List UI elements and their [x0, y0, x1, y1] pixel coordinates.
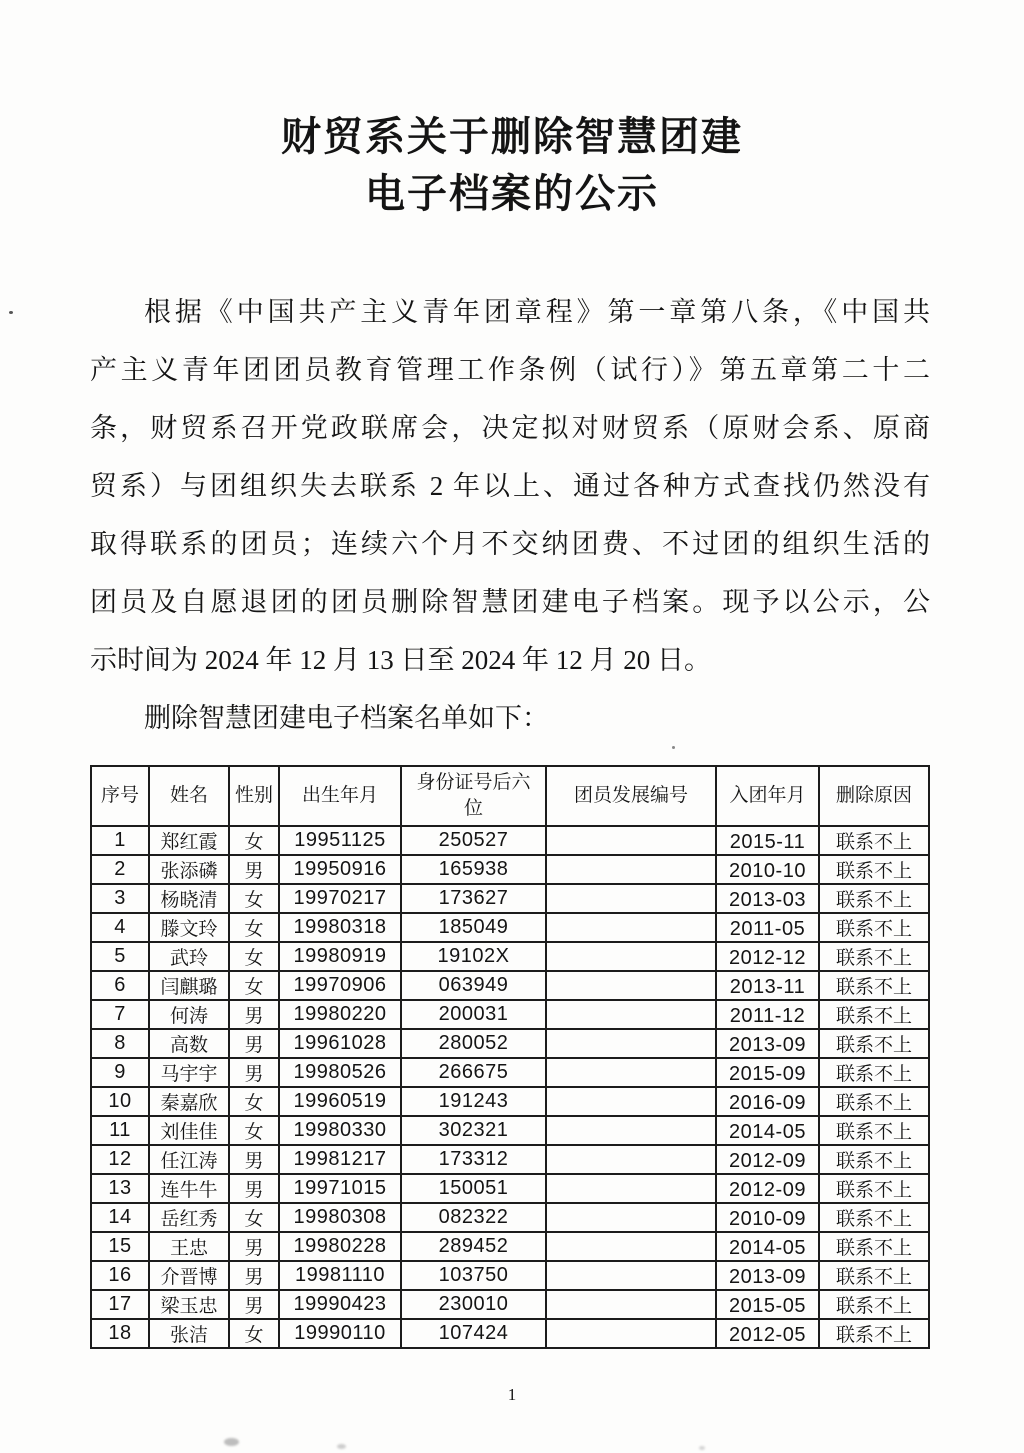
table-cell: 2012-12 [716, 942, 819, 971]
table-cell: 19981217 [279, 1145, 401, 1174]
table-row [91, 1087, 929, 1116]
table-cell [546, 1029, 716, 1058]
column-header: 出生年月 [279, 766, 401, 826]
table-cell [546, 971, 716, 1000]
table-row [91, 855, 929, 884]
body-line: 示时间为 2024 年 12 月 13 日至 2024 年 12 月 20 日。 [90, 645, 711, 675]
table-cell: 2012-09 [716, 1145, 819, 1174]
column-header: 删除原因 [819, 766, 929, 826]
table-cell: 1 [91, 826, 149, 855]
table-cell: 张添磷 [149, 855, 229, 884]
table-cell: 2015-05 [716, 1290, 819, 1319]
table-row [91, 884, 929, 913]
table-cell: 2013-11 [716, 971, 819, 1000]
table-row [91, 1261, 929, 1290]
table-body [91, 826, 929, 1348]
table-cell: 2010-09 [716, 1203, 819, 1232]
table-header-row [91, 766, 929, 826]
table-cell: 2016-09 [716, 1087, 819, 1116]
table-cell: 185049 [401, 913, 546, 942]
table-cell: 19961028 [279, 1029, 401, 1058]
table-cell: 联系不上 [819, 1029, 929, 1058]
table-cell: 2011-05 [716, 913, 819, 942]
table-row [91, 1145, 929, 1174]
table-cell: 191243 [401, 1087, 546, 1116]
table-row [91, 1116, 929, 1145]
table-row [91, 971, 929, 1000]
scan-speck [9, 311, 13, 314]
table-cell: 063949 [401, 971, 546, 1000]
table-row [91, 826, 929, 855]
table-cell: 5 [91, 942, 149, 971]
deletion-table [90, 765, 930, 1349]
table-cell: 173312 [401, 1145, 546, 1174]
table-cell: 266675 [401, 1058, 546, 1087]
table-row [91, 1000, 929, 1029]
table-cell: 联系不上 [819, 826, 929, 855]
table-cell: 19971015 [279, 1174, 401, 1203]
body-line: 产主义青年团团员教育管理工作条例（试行）》第五章第二十二 [90, 355, 930, 385]
table-cell: 2013-03 [716, 884, 819, 913]
table-row [91, 1203, 929, 1232]
body-line: 条，财贸系召开党政联席会，决定拟对财贸系（原财会系、原商 [90, 413, 930, 443]
page-number: 1 [507, 1385, 517, 1404]
table-cell: 165938 [401, 855, 546, 884]
table-cell: 联系不上 [819, 1058, 929, 1087]
table-cell: 19980919 [279, 942, 401, 971]
table-cell [546, 1319, 716, 1348]
table-row [91, 1290, 929, 1319]
table-row [91, 1232, 929, 1261]
scan-speck [699, 1446, 705, 1450]
table-cell: 男 [229, 1261, 279, 1290]
table-cell: 何涛 [149, 1000, 229, 1029]
table-cell [546, 1087, 716, 1116]
column-header: 团员发展编号 [546, 766, 716, 826]
table-cell: 联系不上 [819, 1232, 929, 1261]
body-line: 贸系）与团组织失去联系 2 年以上、通过各种方式查找仍然没有 [90, 471, 930, 501]
table-row [91, 913, 929, 942]
table-cell: 男 [229, 1290, 279, 1319]
table-row [91, 1058, 929, 1087]
table-cell [546, 1232, 716, 1261]
table-cell: 17 [91, 1290, 149, 1319]
table-cell: 2012-09 [716, 1174, 819, 1203]
table-cell: 联系不上 [819, 971, 929, 1000]
table-cell: 女 [229, 884, 279, 913]
scan-speck [224, 1438, 239, 1446]
table-cell: 介晋博 [149, 1261, 229, 1290]
table-cell: 173627 [401, 884, 546, 913]
body-paragraph [90, 283, 930, 689]
table-row [91, 1319, 929, 1348]
table-cell: 12 [91, 1145, 149, 1174]
table-cell: 11 [91, 1116, 149, 1145]
table-cell: 任江涛 [149, 1145, 229, 1174]
page-title [0, 108, 1024, 222]
table-cell [546, 1116, 716, 1145]
table-row [91, 1029, 929, 1058]
table-cell: 男 [229, 855, 279, 884]
table-cell: 19950916 [279, 855, 401, 884]
table-cell: 联系不上 [819, 1203, 929, 1232]
table-cell: 梁玉忠 [149, 1290, 229, 1319]
table-cell: 男 [229, 1029, 279, 1058]
table-cell: 289452 [401, 1232, 546, 1261]
table-cell: 男 [229, 1145, 279, 1174]
table-cell: 19970217 [279, 884, 401, 913]
table-cell: 联系不上 [819, 1319, 929, 1348]
table-cell: 19980220 [279, 1000, 401, 1029]
table-cell: 280052 [401, 1029, 546, 1058]
table-cell: 19970906 [279, 971, 401, 1000]
table-cell: 马宇宇 [149, 1058, 229, 1087]
table-cell: 4 [91, 913, 149, 942]
table-cell: 王忠 [149, 1232, 229, 1261]
table-cell: 19960519 [279, 1087, 401, 1116]
table-cell: 2013-09 [716, 1029, 819, 1058]
table-cell: 107424 [401, 1319, 546, 1348]
table-cell: 联系不上 [819, 1116, 929, 1145]
table-row [91, 1174, 929, 1203]
table-cell: 联系不上 [819, 1290, 929, 1319]
body-line: 根据《中国共产主义青年团章程》第一章第八条，《中国共 [144, 297, 930, 327]
table-cell: 联系不上 [819, 855, 929, 884]
table-cell: 2 [91, 855, 149, 884]
table-cell: 2015-09 [716, 1058, 819, 1087]
table-cell: 女 [229, 1116, 279, 1145]
table-cell [546, 884, 716, 913]
table-cell [546, 1261, 716, 1290]
table-cell: 男 [229, 1000, 279, 1029]
table-cell: 男 [229, 1058, 279, 1087]
table-cell: 连牛牛 [149, 1174, 229, 1203]
table-cell: 150051 [401, 1174, 546, 1203]
table-cell: 男 [229, 1174, 279, 1203]
table-cell: 女 [229, 1319, 279, 1348]
table-cell: 10 [91, 1087, 149, 1116]
column-header: 入团年月 [716, 766, 819, 826]
column-header: 身份证号后六位 [401, 766, 546, 826]
table-cell: 联系不上 [819, 884, 929, 913]
table-cell: 高数 [149, 1029, 229, 1058]
table-cell: 女 [229, 1087, 279, 1116]
table-cell: 张洁 [149, 1319, 229, 1348]
table-cell: 武玲 [149, 942, 229, 971]
table-cell: 19951125 [279, 826, 401, 855]
table-cell: 2012-05 [716, 1319, 819, 1348]
table-cell: 8 [91, 1029, 149, 1058]
table-cell [546, 942, 716, 971]
table-cell: 13 [91, 1174, 149, 1203]
table-cell [546, 1203, 716, 1232]
table-cell: 19980228 [279, 1232, 401, 1261]
table-cell [546, 1290, 716, 1319]
table-cell: 16 [91, 1261, 149, 1290]
body-line: 取得联系的团员；连续六个月不交纳团费、不过团的组织生活的 [90, 529, 930, 559]
table-cell: 230010 [401, 1290, 546, 1319]
table-cell: 2011-12 [716, 1000, 819, 1029]
table-cell: 女 [229, 913, 279, 942]
table-cell [546, 826, 716, 855]
table-cell: 联系不上 [819, 1000, 929, 1029]
table-cell: 联系不上 [819, 1261, 929, 1290]
table-cell [546, 1058, 716, 1087]
table-cell: 18 [91, 1319, 149, 1348]
table-cell: 19990110 [279, 1319, 401, 1348]
table-cell: 滕文玲 [149, 913, 229, 942]
table-cell: 7 [91, 1000, 149, 1029]
table-cell: 联系不上 [819, 942, 929, 971]
table-cell: 2014-05 [716, 1116, 819, 1145]
table-cell: 2010-10 [716, 855, 819, 884]
table-cell: 联系不上 [819, 913, 929, 942]
table-cell: 女 [229, 826, 279, 855]
table-cell: 19980330 [279, 1116, 401, 1145]
table-cell: 082322 [401, 1203, 546, 1232]
body-line: 团员及自愿退团的团员删除智慧团建电子档案。现予以公示，公 [90, 587, 930, 617]
table-cell: 杨晓清 [149, 884, 229, 913]
table-cell: 9 [91, 1058, 149, 1087]
table-cell: 19980526 [279, 1058, 401, 1087]
table-cell [546, 1174, 716, 1203]
table-cell: 200031 [401, 1000, 546, 1029]
table-cell [546, 913, 716, 942]
table-cell [546, 1145, 716, 1174]
table-cell: 2013-09 [716, 1261, 819, 1290]
table-cell: 女 [229, 1203, 279, 1232]
page-title-line1: 财贸系关于删除智慧团建 [281, 114, 743, 159]
table-cell: 19980318 [279, 913, 401, 942]
table-cell: 男 [229, 1232, 279, 1261]
table-cell: 秦嘉欣 [149, 1087, 229, 1116]
table-cell: 3 [91, 884, 149, 913]
table-cell: 刘佳佳 [149, 1116, 229, 1145]
table-cell: 联系不上 [819, 1087, 929, 1116]
table-cell: 250527 [401, 826, 546, 855]
table-cell: 19981110 [279, 1261, 401, 1290]
table-cell: 2015-11 [716, 826, 819, 855]
table-cell: 6 [91, 971, 149, 1000]
table-cell [546, 1000, 716, 1029]
table-cell: 联系不上 [819, 1174, 929, 1203]
table-cell: 302321 [401, 1116, 546, 1145]
table-cell: 郑红霞 [149, 826, 229, 855]
table-cell [546, 855, 716, 884]
table-cell: 19990423 [279, 1290, 401, 1319]
table-cell: 岳红秀 [149, 1203, 229, 1232]
table-cell: 14 [91, 1203, 149, 1232]
scan-speck [337, 1444, 346, 1449]
table-cell: 女 [229, 971, 279, 1000]
table-cell: 女 [229, 942, 279, 971]
page-title-line2: 电子档案的公示 [365, 171, 659, 216]
table-cell: 15 [91, 1232, 149, 1261]
table-cell: 103750 [401, 1261, 546, 1290]
table-cell: 19102X [401, 942, 546, 971]
table-row [91, 942, 929, 971]
column-header: 序号 [91, 766, 149, 826]
column-header: 性别 [229, 766, 279, 826]
table-cell: 联系不上 [819, 1145, 929, 1174]
table-cell: 19980308 [279, 1203, 401, 1232]
table-cell: 2014-05 [716, 1232, 819, 1261]
table-cell: 闫麒璐 [149, 971, 229, 1000]
column-header: 姓名 [149, 766, 229, 826]
list-intro: 删除智慧团建电子档案名单如下： [144, 703, 549, 733]
